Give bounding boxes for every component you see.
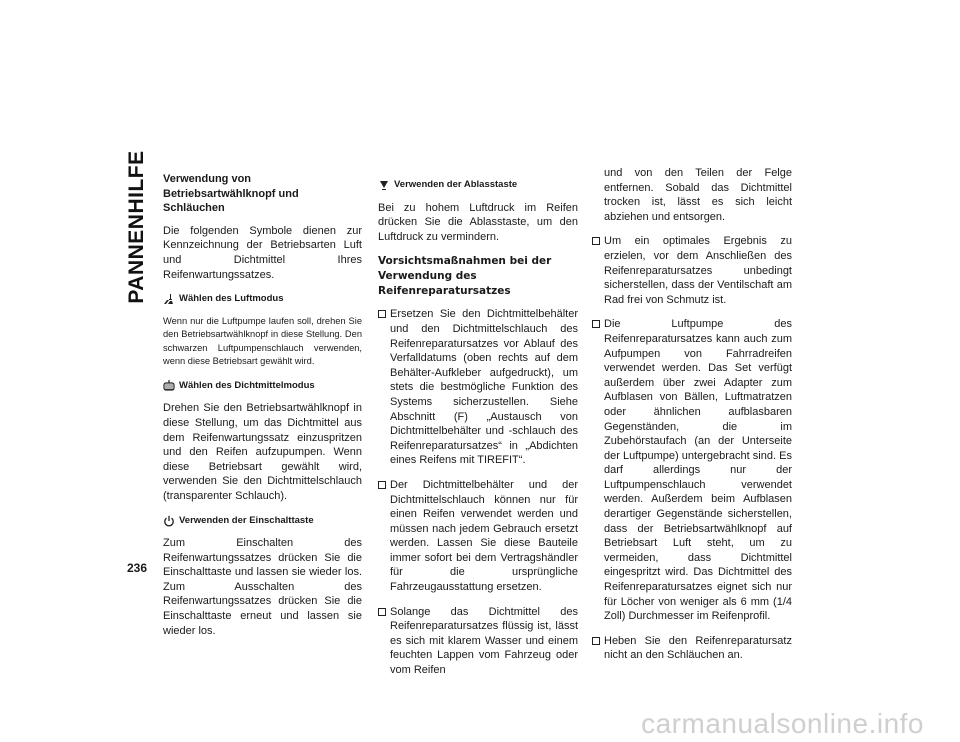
column-3 <box>592 166 792 673</box>
sealant-mode-heading-text: Wählen des Dichtmittelmodus <box>179 379 315 391</box>
list-item <box>592 317 792 623</box>
checkbox-bullet-icon <box>592 637 600 645</box>
list-item <box>378 478 578 595</box>
list-item <box>378 605 578 678</box>
sealant-mode-paragraph: Drehen Sie den Betriebsartwählknopf in diese Stellung, um das Dichtmittel aus dem Reifenwartungssatz einzuspritzen und den Reifen aufzupumpen. Wenn diese Betriebsart gewählt wird, verwenden Sie den Dichtmittelschlauch (transparenter Schlauch). <box>163 402 362 502</box>
checkbox-bullet-icon <box>592 237 600 245</box>
air-mode-paragraph: Wenn nur die Luftpumpe laufen soll, drehen Sie den Betriebsartwählknopf in diese Stellung. Den schwarzen Luftpumpenschlauch verwenden, wenn diese Betriebsart gewählt wird. <box>163 315 362 367</box>
tire-pump-icon <box>163 293 175 305</box>
deflate-paragraph: Bei zu hohem Luftdruck im Reifen drücken Sie die Ablasstaste, um den Luftdruck zu vermindern. <box>378 201 578 243</box>
section-title-text: PANNENHILFE <box>125 150 148 304</box>
page-number: 236 <box>127 561 148 575</box>
intro-paragraph: Die folgenden Symbole dienen zur Kennzeichnung der Betriebsarten Luft und Dichtmittel Ihres Reifenwartungssatzes. <box>163 224 362 281</box>
heading-precautions: Vorsichtsmaßnahmen bei der Verwendung des Reifenreparatursatzes <box>378 255 552 298</box>
subheading-deflate-button <box>378 178 578 193</box>
power-paragraph: Zum Einschalten des Reifenwartungssatzes drücken Sie die Einschalttaste und lassen sie wieder los. Zum Ausschalten des Reifenwartungssatzes drücken Sie die Einschalttaste erneut und lassen sie wieder los. <box>163 537 362 637</box>
sealant-tire-icon <box>163 380 175 392</box>
section-side-title <box>117 150 157 304</box>
air-mode-heading-text: Wählen des Luftmodus <box>179 293 284 305</box>
precautions-list <box>378 307 578 677</box>
subheading-air-mode <box>163 292 362 307</box>
list-item <box>592 234 792 307</box>
precautions-list-continued <box>592 234 792 663</box>
power-icon <box>163 515 175 527</box>
bullet-text: Um ein optimales Ergebnis zu erzielen, vor dem Anschließen des Reifenreparatursatzes unbedingt sicherstellen, dass der Ventilschaft am Rad frei von Schmutz ist. <box>604 235 792 306</box>
column-2 <box>378 174 578 678</box>
bullet-text: Heben Sie den Reifenreparatursatz nicht an den Schläuchen an. <box>604 634 792 662</box>
heading-mode-knob: Verwendung von Betriebsartwählknopf und Schläuchen <box>163 173 299 215</box>
power-heading-text: Verwenden der Einschalttaste <box>179 514 314 526</box>
bullet-text: Die Luftpumpe des Reifenreparatursatzes kann auch zum Aufpumpen von Fahrradreifen verwendet werden. Das Set verfügt außerdem über zwei Adapter zum Aufblasen von Bällen, Luftmatratzen oder ähnlichen aufblasbaren Gegenständen, die im Zubehörstaufach (an der Unterseite der Luftpumpe) untergebracht sind. Es darf allerdings nur der Luftpumpenschlauch verwendet werden. Außerdem beim Aufblasen derartiger Gegenstände sicherstellen, dass der Betriebsartwählknopf auf Betriebsart Luft steht, um zu vermeiden, dass Dichtmittel eingespritzt wird. Das Dichtmittel des Reifenreparatursatzes eignet sich nur für Löcher von weniger als 6 mm (1/4 Zoll) Durchmesser im Reifenprofil. <box>604 318 792 623</box>
checkbox-bullet-icon <box>592 320 600 328</box>
deflate-icon <box>378 179 390 191</box>
list-item <box>378 307 578 468</box>
bullet-text: Solange das Dichtmittel des Reifenreparatursatzes flüssig ist, lässt es sich mit klarem Wasser und einem feuchten Lappen vom Fahrzeug oder vom Reifen <box>390 605 578 677</box>
watermark: carmanualsonline.info <box>641 708 924 739</box>
bullet-continuation: und von den Teilen der Felge entfernen. Sobald das Dichtmittel trocken ist, lässt es sich leicht abziehen und entsorgen. <box>604 167 792 223</box>
subheading-power-button <box>163 514 362 529</box>
checkbox-bullet-icon <box>378 481 386 489</box>
bullet-text: Ersetzen Sie den Dichtmittelbehälter und den Dichtmittelschlauch des Reifenreparatursatzes vor Ablauf des Verfalldatums (oben rechts auf dem Behälter-Aufkleber aufgedruckt), um stets die bestmögliche Funktion des Systems sicherzustellen. Siehe Abschnitt (F) „Austausch von Dichtmittelbehälter und -schlauch des Reifenreparatursatzes“ in „Abdichten eines Reifens mit TIREFIT“. <box>390 308 578 467</box>
deflate-heading-text: Verwenden der Ablasstaste <box>394 179 518 190</box>
checkbox-bullet-icon <box>378 310 386 318</box>
bullet-text: Der Dichtmittelbehälter und der Dichtmittelschlauch können nur für einen Reifen verwendet werden und müssen nach jedem Gebrauch ersetzt werden. Lassen Sie diese Bauteile immer sofort bei dem Vertragshändler für die ursprüngliche Fahrzeugausstattung ersetzen. <box>390 478 578 594</box>
column-1 <box>163 172 362 648</box>
checkbox-bullet-icon <box>378 608 386 616</box>
subheading-sealant-mode <box>163 379 362 394</box>
list-item <box>592 634 792 663</box>
